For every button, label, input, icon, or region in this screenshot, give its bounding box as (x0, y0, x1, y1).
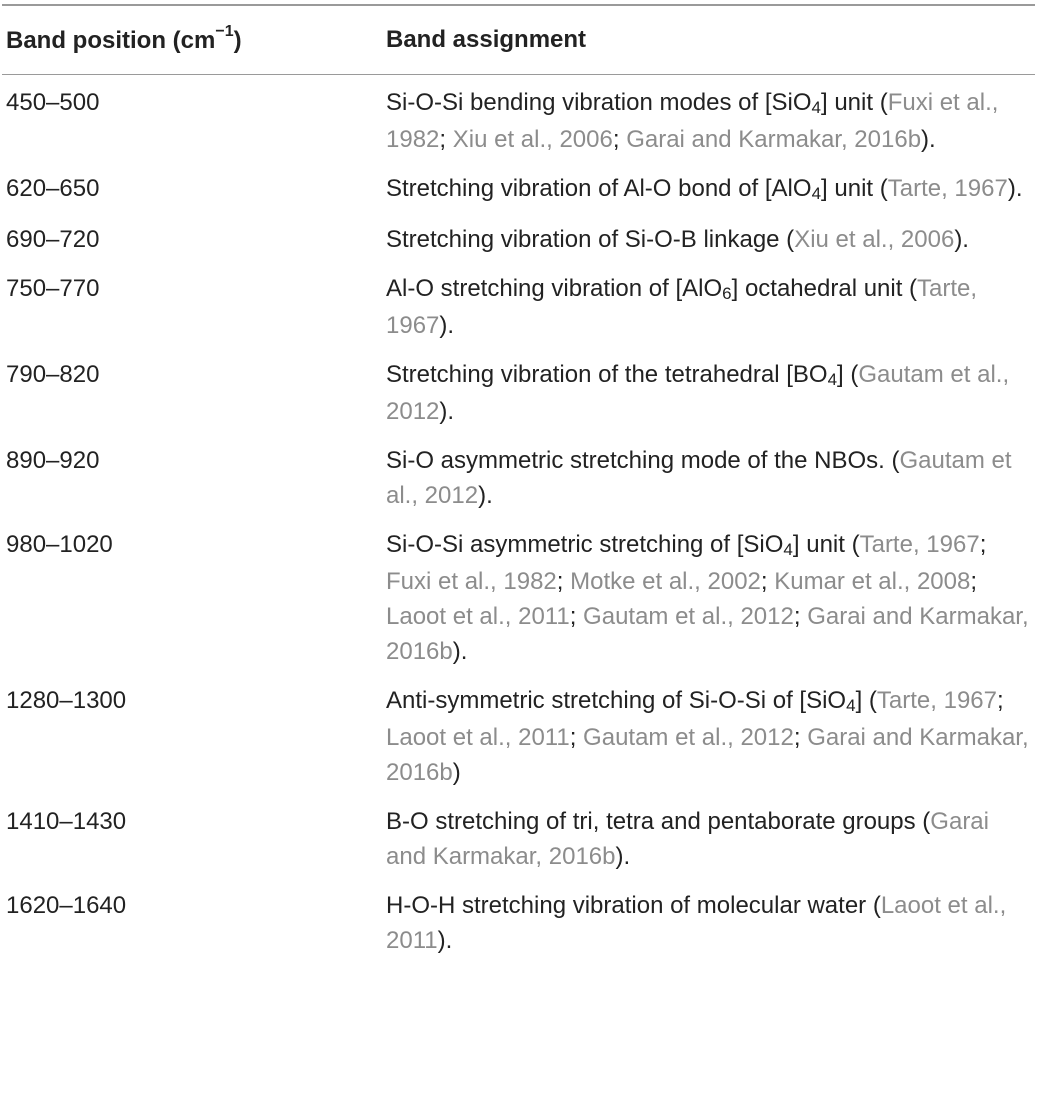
band-assignment-cell (386, 443, 1035, 513)
citation-link[interactable]: Laoot et al., 2011 (386, 724, 570, 751)
citation-link[interactable]: Kumar et al., 2008 (774, 568, 971, 595)
assignment-text: Al-O stretching vibration of [AlO (386, 275, 723, 302)
citation-link[interactable]: Tarte, 1967 (386, 275, 978, 339)
band-position-cell: 1280–1300 (6, 687, 127, 714)
band-position-cell: 980–1020 (6, 531, 113, 558)
header-band-position (2, 22, 386, 55)
assignment-text: ] unit ( (821, 89, 888, 116)
band-assignment-cell (386, 171, 1035, 208)
band-position-cell: 1620–1640 (6, 892, 127, 919)
assignment-text: Si-O-Si bending vibration modes of [SiO (386, 89, 812, 116)
citation-link[interactable]: Gautam et al., 2012 (583, 724, 794, 751)
assignment-text: ; (970, 568, 978, 595)
citation-link[interactable]: Tarte, 1967 (859, 531, 980, 558)
subscript: 4 (811, 184, 822, 203)
assignment-text: ] octahedral unit ( (731, 275, 918, 302)
table-body (2, 75, 1035, 972)
citation-link[interactable]: Gautam et al., 2012 (386, 447, 1012, 509)
assignment-text: ). (439, 398, 455, 425)
band-position-cell: 890–920 (6, 447, 100, 474)
assignment-text: ). (478, 482, 493, 509)
table-row (2, 357, 1035, 443)
assignment-text: ). (437, 927, 453, 954)
assignment-text: ). (615, 843, 631, 870)
assignment-text: Anti-symmetric stretching of Si-O-Si of [SiO (386, 687, 847, 714)
assignment-text: Stretching vibration of the tetrahedral [BO (386, 361, 828, 388)
subscript: 4 (783, 540, 793, 559)
table-row (2, 527, 1035, 683)
assignment-text: ). (954, 226, 969, 253)
citation-link[interactable]: Fuxi et al., 1982 (386, 568, 557, 595)
assignment-text: ). (439, 312, 455, 339)
citation-link[interactable]: Motke et al., 2002 (570, 568, 761, 595)
citation-link[interactable]: Laoot et al., 2011 (386, 892, 1007, 954)
citation-link[interactable]: Xiu et al., 2006 (452, 126, 613, 153)
assignment-text: ; (760, 568, 775, 595)
header-band-position-text: Band position (cm (6, 26, 216, 54)
citation-link[interactable]: Tarte, 1967 (887, 175, 1008, 202)
assignment-text: ). (452, 638, 468, 665)
subscript: 6 (722, 284, 732, 303)
assignment-text: ; (439, 126, 453, 153)
citation-link[interactable]: Garai and Karmakar, 2016b (386, 724, 1029, 786)
band-position-cell: 690–720 (6, 226, 100, 253)
band-assignment-cell (386, 527, 1035, 669)
assignment-text: ). (921, 126, 936, 153)
citation-link[interactable]: Xiu et al., 2006 (794, 226, 955, 253)
band-assignment-cell (386, 222, 1035, 257)
assignment-text: B-O stretching of tri, tetra and pentaborate groups ( (386, 808, 931, 835)
band-assignment-cell (386, 271, 1035, 343)
assignment-text: ] unit ( (792, 531, 860, 558)
table-row (2, 171, 1035, 222)
band-position-cell: 1410–1430 (6, 808, 127, 835)
band-position-cell: 620–650 (6, 175, 100, 202)
citation-link[interactable]: Laoot et al., 2011 (386, 603, 570, 630)
subscript: 4 (811, 98, 821, 117)
assignment-text: Si-O-Si asymmetric stretching of [SiO (386, 531, 784, 558)
table-row (2, 222, 1035, 271)
assignment-text: ). (1007, 175, 1023, 202)
band-position-cell: 750–770 (6, 275, 100, 302)
assignment-text: Stretching vibration of Al-O bond of [AlO (386, 175, 812, 202)
citation-link[interactable]: Gautam et al., 2012 (583, 603, 794, 630)
table-row (2, 888, 1035, 972)
band-position-cell: 450–500 (6, 89, 100, 116)
table-row (2, 85, 1035, 171)
assignment-text: Stretching vibration of Si-O-B linkage ( (386, 226, 795, 253)
table-row (2, 804, 1035, 888)
table-row (2, 443, 1035, 527)
citation-link[interactable]: Gautam et al., 2012 (386, 361, 1010, 425)
table-header (2, 6, 1035, 75)
assignment-text: ; (793, 603, 808, 630)
band-assignment-cell (386, 357, 1035, 429)
subscript: 4 (846, 696, 856, 715)
assignment-text: ] unit ( (821, 175, 888, 202)
citation-link[interactable]: Garai and Karmakar, 2016b (626, 126, 922, 153)
band-assignment-cell (386, 888, 1035, 958)
band-assignment-table (2, 4, 1035, 972)
band-assignment-cell (386, 683, 1035, 790)
assignment-text: ] ( (837, 361, 859, 388)
assignment-text: ; (556, 568, 571, 595)
citation-link[interactable]: Garai and Karmakar, 2016b (386, 808, 989, 870)
assignment-text: ] ( (855, 687, 877, 714)
header-close-paren: ) (233, 26, 242, 54)
assignment-text: ; (997, 687, 1004, 714)
band-assignment-cell (386, 85, 1035, 157)
band-position-cell: 790–820 (6, 361, 100, 388)
table-row (2, 683, 1035, 804)
assignment-text: ; (612, 126, 627, 153)
assignment-text: Si-O asymmetric stretching mode of the NBOs. ( (386, 447, 900, 474)
band-assignment-cell (386, 804, 1035, 874)
citation-link[interactable]: Fuxi et al., 1982 (386, 89, 999, 153)
assignment-text: H-O-H stretching vibration of molecular water ( (386, 892, 881, 919)
assignment-text: ) (452, 759, 461, 786)
citation-link[interactable]: Tarte, 1967 (876, 687, 997, 714)
header-unit-superscript: −1 (215, 22, 234, 40)
assignment-text: ; (569, 603, 584, 630)
subscript: 4 (827, 370, 838, 389)
header-band-assignment: Band assignment (386, 26, 587, 53)
table-row (2, 271, 1035, 357)
assignment-text: ; (979, 531, 987, 558)
assignment-text: ; (793, 724, 808, 751)
citation-link[interactable]: Garai and Karmakar, 2016b (386, 603, 1029, 665)
assignment-text: ; (569, 724, 584, 751)
